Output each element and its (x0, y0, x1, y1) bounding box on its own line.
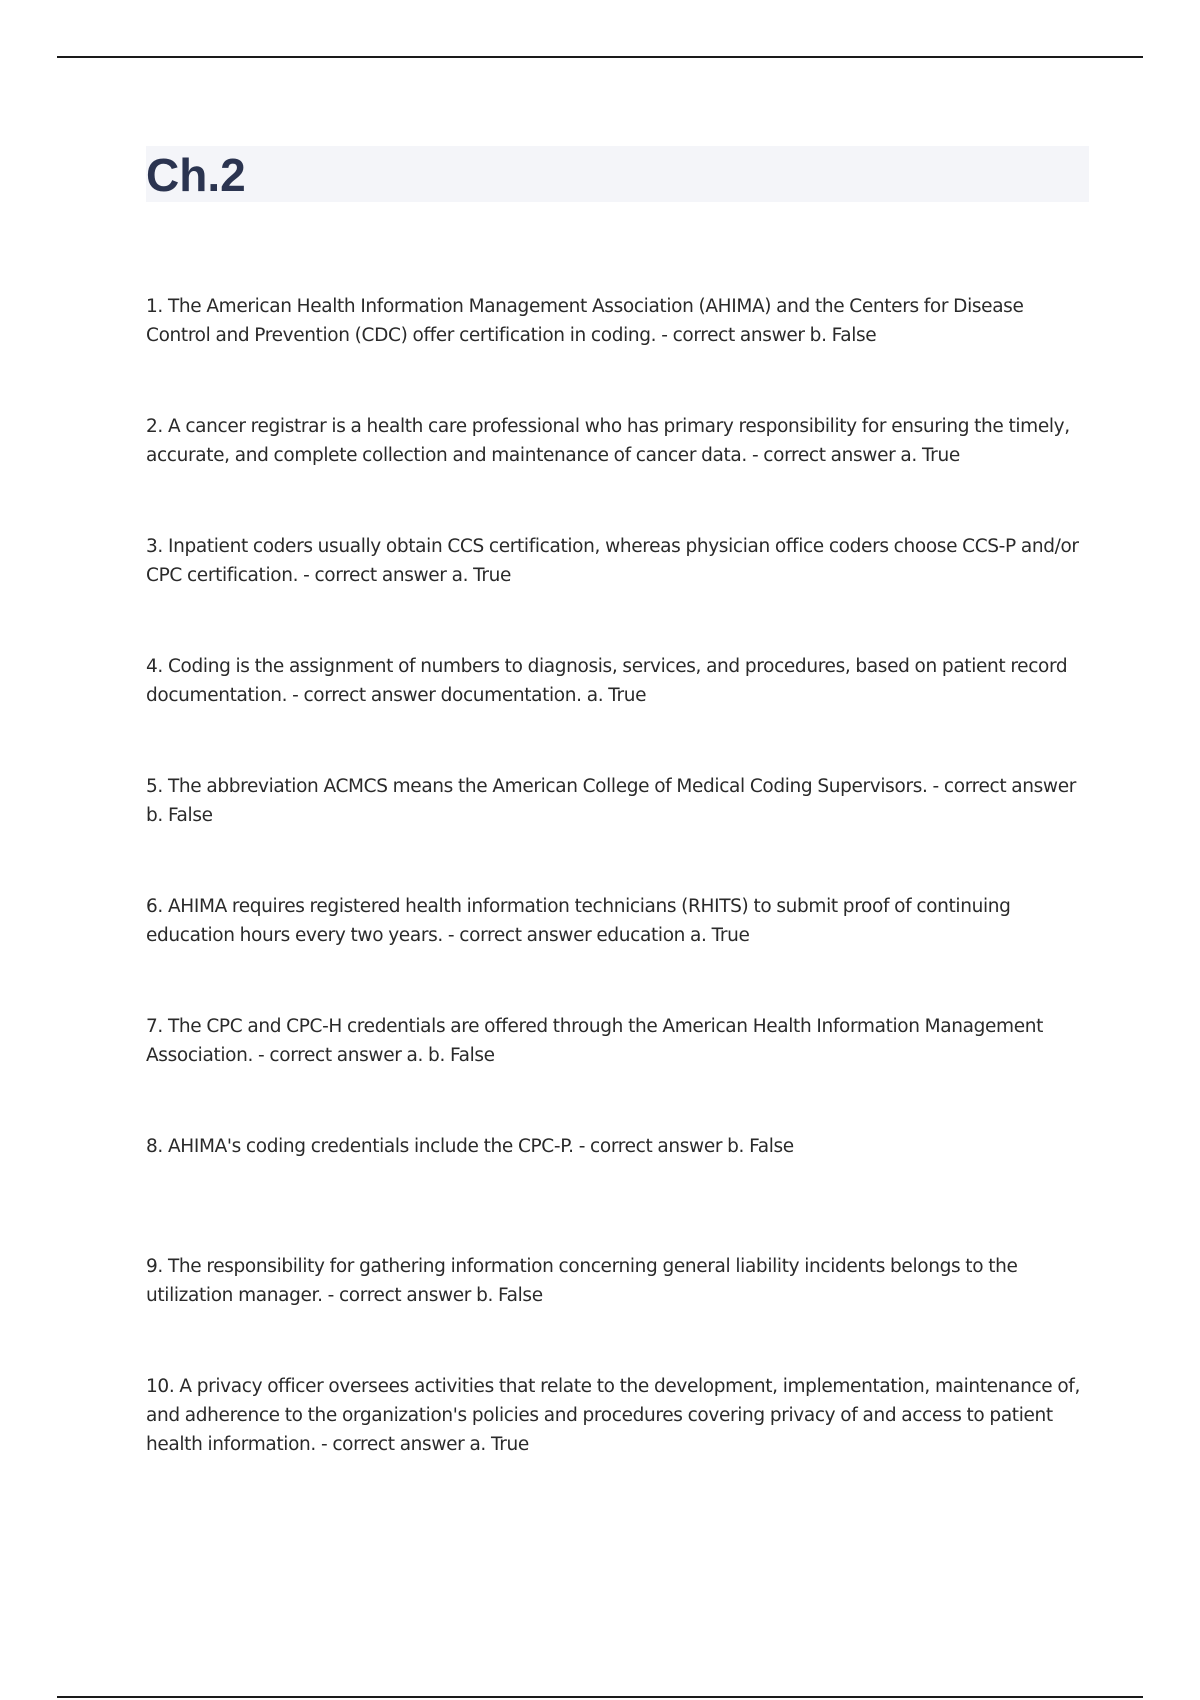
question-item-9: 9. The responsibility for gathering information concerning general liability incidents belongs to the utilization manager. - correct answer b. False (146, 1256, 1018, 1306)
question-item-7: 7. The CPC and CPC-H credentials are offered through the American Health Information Management Association. - correct answer a. b. False (146, 1016, 1044, 1066)
question-item-10: 10. A privacy officer oversees activities that relate to the development, implementation, maintenance of, and adherence to the organization's policies and procedures covering privacy of and access to patient health information. - correct answer a. True (146, 1376, 1080, 1455)
page-title: Ch.2 (146, 149, 246, 201)
question-item-8: 8. AHIMA's coding credentials include the CPC-P. - correct answer b. False (146, 1136, 794, 1157)
question-list (146, 292, 1091, 1492)
question-item-1: 1. The American Health Information Management Association (AHIMA) and the Centers for Disease Control and Prevention (CDC) offer certification in coding. - correct answer b. False (146, 296, 1024, 346)
question-item-3: 3. Inpatient coders usually obtain CCS certification, whereas physician office coders choose CCS-P and/or CPC certification. - correct answer a. True (146, 536, 1079, 586)
bottom-divider (57, 1696, 1143, 1698)
question-item-6: 6. AHIMA requires registered health information technicians (RHITS) to submit proof of continuing education hours every two years. - correct answer education a. True (146, 896, 1011, 946)
question-item-2: 2. A cancer registrar is a health care professional who has primary responsibility for ensuring the timely, accurate, and complete collection and maintenance of cancer data. - correct answer a. True (146, 416, 1070, 466)
question-item-5: 5. The abbreviation ACMCS means the American College of Medical Coding Supervisors. - correct answer b. False (146, 776, 1076, 826)
title-banner (146, 146, 1089, 202)
question-item-4: 4. Coding is the assignment of numbers to diagnosis, services, and procedures, based on patient record documentation. - correct answer documentation. a. True (146, 656, 1068, 706)
top-divider (57, 56, 1143, 58)
